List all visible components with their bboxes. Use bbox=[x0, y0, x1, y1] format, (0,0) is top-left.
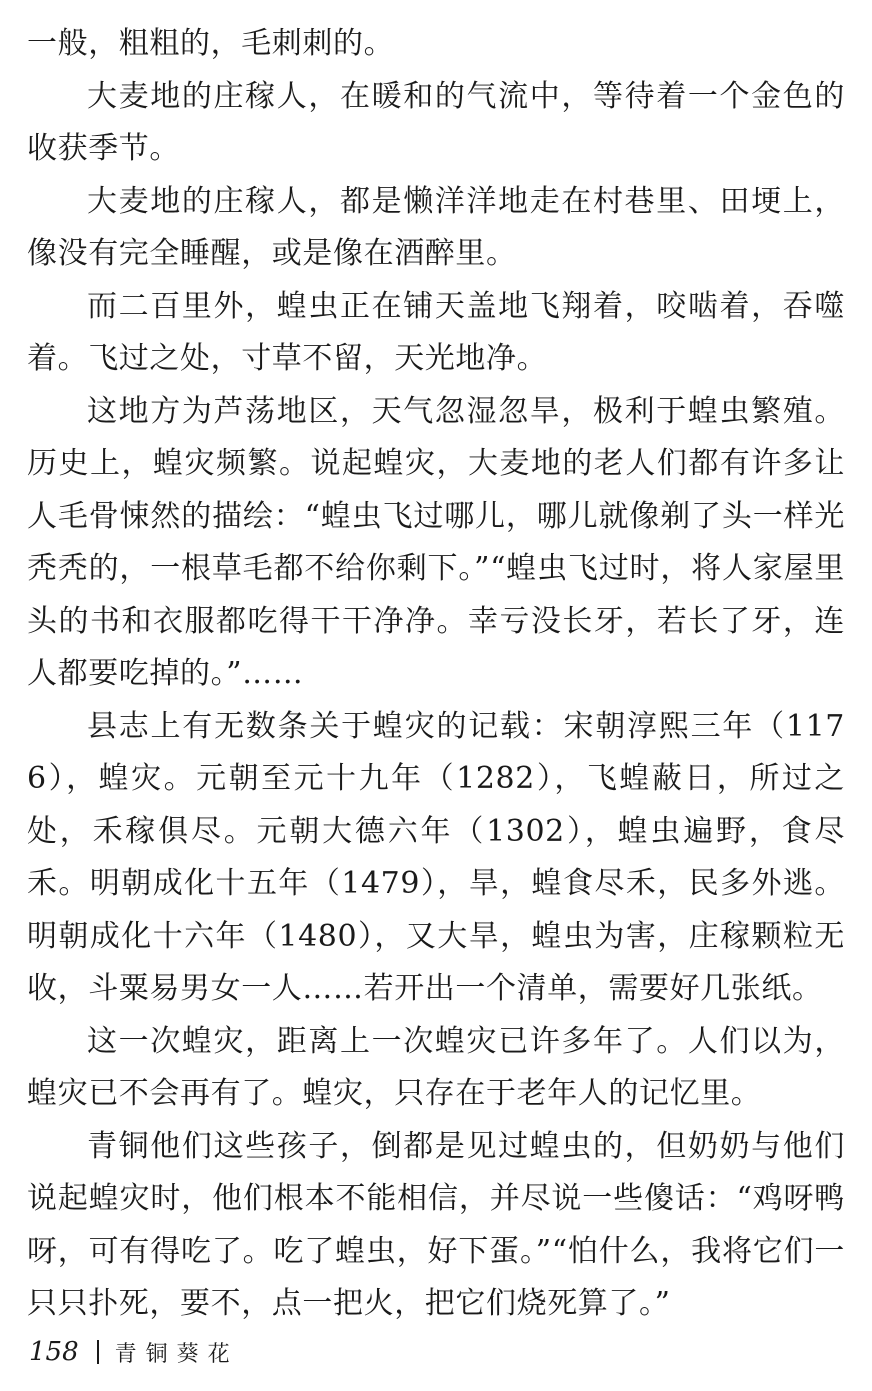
paragraph: 青铜他们这些孩子，倒都是见过蝗虫的，但奶奶与他们说起蝗灾时，他们根本不能相信，并尽说一些傻话：“鸡呀鸭呀，可有得吃了。吃了蝗虫，好下蛋。”“怕什么，我将它们一只只扑死，要不，点一把火，把它们烧死算了。” bbox=[27, 1128, 845, 1321]
paragraph: 大麦地的庄稼人，都是懒洋洋地走在村巷里、田埂上，像没有完全睡醒，或是像在酒醉里。 bbox=[27, 183, 845, 271]
paragraph: 这地方为芦荡地区，天气忽湿忽旱，极利于蝗虫繁殖。历史上，蝗灾频繁。说起蝗灾，大麦地的老人们都有许多让人毛骨悚然的描绘：“蝗虫飞过哪儿，哪儿就像剃了头一样光秃秃的，一根草毛都不给你剩下。”“蝗虫飞过时，将人家屋里头的书和衣服都吃得干干净净。幸亏没长牙，若长了牙，连人都要吃掉的。”…… bbox=[27, 393, 845, 691]
paragraph: 这一次蝗灾，距离上一次蝗灾已许多年了。人们以为，蝗灾已不会再有了。蝗灾，只存在于老年人的记忆里。 bbox=[27, 1023, 845, 1111]
paragraph: 县志上有无数条关于蝗灾的记载：宋朝淳熙三年（1176），蝗灾。元朝至元十九年（1282），飞蝗蔽日，所过之处，禾稼俱尽。元朝大德六年（1302），蝗虫遍野，食尽禾。明朝成化十五年（1479），旱，蝗食尽禾，民多外逃。明朝成化十六年（1480），又大旱，蝗虫为害，庄稼颗粒无收，斗粟易男女一人……若开出一个清单，需要好几张纸。 bbox=[27, 708, 845, 1006]
body-text bbox=[27, 18, 845, 1331]
running-title: 青铜葵花 bbox=[114, 1341, 239, 1367]
paragraph-continued: 一般，粗粗的，毛刺刺的。 bbox=[27, 26, 395, 61]
page-footer bbox=[29, 1332, 239, 1372]
paragraph: 大麦地的庄稼人，在暖和的气流中，等待着一个金色的收获季节。 bbox=[27, 78, 845, 166]
footer-divider bbox=[97, 1340, 99, 1364]
page-number: 158 bbox=[29, 1337, 79, 1367]
paragraph: 而二百里外，蝗虫正在铺天盖地飞翔着，咬啮着，吞噬着。飞过之处，寸草不留，天光地净。 bbox=[27, 288, 845, 376]
